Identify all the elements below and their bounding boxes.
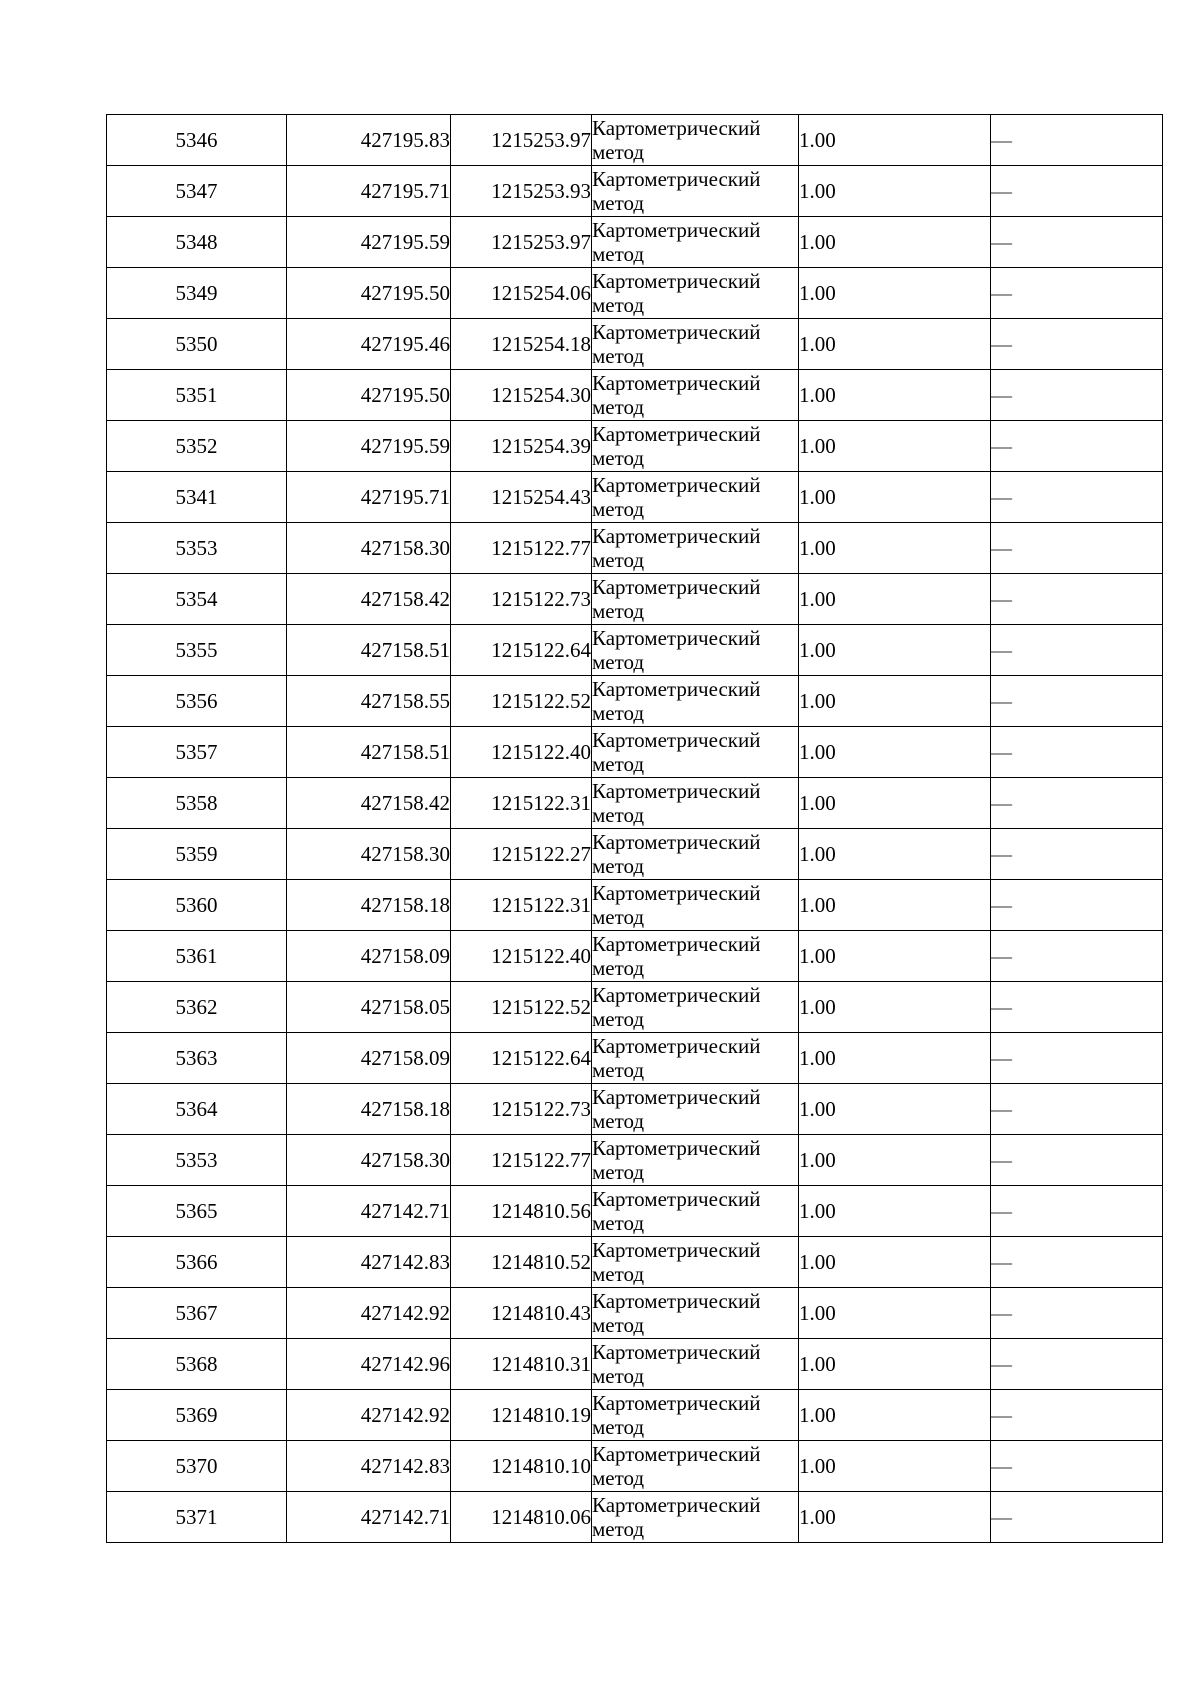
method-cell <box>592 1288 799 1339</box>
method-line-2: метод <box>592 1007 645 1031</box>
table-row <box>107 166 1163 217</box>
method-line-2: метод <box>592 599 645 623</box>
table-row <box>107 829 1163 880</box>
method-line-2: метод <box>592 905 645 929</box>
precision-cell: 1.00 <box>799 421 991 472</box>
method-line-1: Картометрический <box>592 218 761 242</box>
point-number-cell: 5369 <box>107 1390 287 1441</box>
y-coordinate-cell: 1215122.27 <box>451 829 592 880</box>
method-line-2: метод <box>592 1364 645 1388</box>
method-line-1: Картометрический <box>592 116 761 140</box>
precision-cell: 1.00 <box>799 370 991 421</box>
method-line-2: метод <box>592 497 645 521</box>
coordinates-table-body <box>107 115 1163 1543</box>
y-coordinate-cell: 1215122.40 <box>451 931 592 982</box>
method-line-1: Картометрический <box>592 575 761 599</box>
y-coordinate-cell: 1214810.31 <box>451 1339 592 1390</box>
x-coordinate-cell: 427158.18 <box>287 1084 451 1135</box>
coordinates-table <box>106 114 1163 1543</box>
point-number-cell: 5341 <box>107 472 287 523</box>
point-number-cell: 5351 <box>107 370 287 421</box>
table-row <box>107 778 1163 829</box>
method-line-2: метод <box>592 344 645 368</box>
method-line-2: метод <box>592 395 645 419</box>
method-cell <box>592 1186 799 1237</box>
point-number-cell: 5350 <box>107 319 287 370</box>
method-cell <box>592 472 799 523</box>
method-cell <box>592 1084 799 1135</box>
y-coordinate-cell: 1215122.77 <box>451 523 592 574</box>
point-number-cell: 5346 <box>107 115 287 166</box>
x-coordinate-cell: 427195.46 <box>287 319 451 370</box>
description-cell: — <box>991 727 1163 778</box>
method-cell <box>592 1237 799 1288</box>
method-line-2: метод <box>592 752 645 776</box>
y-coordinate-cell: 1215122.31 <box>451 880 592 931</box>
precision-cell: 1.00 <box>799 1339 991 1390</box>
y-coordinate-cell: 1215122.52 <box>451 982 592 1033</box>
table-row <box>107 217 1163 268</box>
method-line-2: метод <box>592 1415 645 1439</box>
point-number-cell: 5365 <box>107 1186 287 1237</box>
description-cell: — <box>991 319 1163 370</box>
description-cell: — <box>991 982 1163 1033</box>
description-cell: — <box>991 931 1163 982</box>
description-cell: — <box>991 217 1163 268</box>
x-coordinate-cell: 427195.71 <box>287 472 451 523</box>
method-line-1: Картометрический <box>592 371 761 395</box>
point-number-cell: 5349 <box>107 268 287 319</box>
method-cell <box>592 115 799 166</box>
method-line-1: Картометрический <box>592 1340 761 1364</box>
method-line-2: метод <box>592 701 645 725</box>
method-cell <box>592 1492 799 1543</box>
y-coordinate-cell: 1214810.56 <box>451 1186 592 1237</box>
table-row <box>107 472 1163 523</box>
method-cell <box>592 727 799 778</box>
x-coordinate-cell: 427158.30 <box>287 829 451 880</box>
method-cell <box>592 1441 799 1492</box>
description-cell: — <box>991 625 1163 676</box>
x-coordinate-cell: 427195.50 <box>287 370 451 421</box>
description-cell: — <box>991 523 1163 574</box>
point-number-cell: 5368 <box>107 1339 287 1390</box>
y-coordinate-cell: 1215254.30 <box>451 370 592 421</box>
method-line-2: метод <box>592 140 645 164</box>
method-line-1: Картометрический <box>592 1493 761 1517</box>
point-number-cell: 5371 <box>107 1492 287 1543</box>
point-number-cell: 5363 <box>107 1033 287 1084</box>
method-cell <box>592 625 799 676</box>
precision-cell: 1.00 <box>799 1441 991 1492</box>
method-line-1: Картометрический <box>592 677 761 701</box>
description-cell: — <box>991 1033 1163 1084</box>
table-row <box>107 880 1163 931</box>
table-row <box>107 1339 1163 1390</box>
method-line-1: Картометрический <box>592 320 761 344</box>
point-number-cell: 5348 <box>107 217 287 268</box>
table-row <box>107 574 1163 625</box>
method-line-2: метод <box>592 191 645 215</box>
method-line-1: Картометрический <box>592 167 761 191</box>
y-coordinate-cell: 1214810.52 <box>451 1237 592 1288</box>
method-line-1: Картометрический <box>592 830 761 854</box>
y-coordinate-cell: 1215122.73 <box>451 1084 592 1135</box>
method-cell <box>592 1135 799 1186</box>
method-cell <box>592 982 799 1033</box>
table-row <box>107 115 1163 166</box>
method-cell <box>592 319 799 370</box>
y-coordinate-cell: 1215122.73 <box>451 574 592 625</box>
method-line-1: Картометрический <box>592 473 761 497</box>
method-line-1: Картометрический <box>592 269 761 293</box>
description-cell: — <box>991 472 1163 523</box>
x-coordinate-cell: 427158.55 <box>287 676 451 727</box>
method-line-1: Картометрический <box>592 983 761 1007</box>
precision-cell: 1.00 <box>799 1084 991 1135</box>
x-coordinate-cell: 427158.42 <box>287 574 451 625</box>
x-coordinate-cell: 427142.96 <box>287 1339 451 1390</box>
x-coordinate-cell: 427195.83 <box>287 115 451 166</box>
method-cell <box>592 1033 799 1084</box>
description-cell: — <box>991 574 1163 625</box>
method-cell <box>592 1339 799 1390</box>
description-cell: — <box>991 166 1163 217</box>
precision-cell: 1.00 <box>799 676 991 727</box>
precision-cell: 1.00 <box>799 472 991 523</box>
method-line-2: метод <box>592 956 645 980</box>
description-cell: — <box>991 880 1163 931</box>
method-line-2: метод <box>592 1313 645 1337</box>
y-coordinate-cell: 1214810.06 <box>451 1492 592 1543</box>
y-coordinate-cell: 1215122.64 <box>451 1033 592 1084</box>
description-cell: — <box>991 1492 1163 1543</box>
description-cell: — <box>991 1135 1163 1186</box>
method-cell <box>592 523 799 574</box>
method-line-2: метод <box>592 242 645 266</box>
point-number-cell: 5353 <box>107 1135 287 1186</box>
method-line-1: Картометрический <box>592 881 761 905</box>
point-number-cell: 5347 <box>107 166 287 217</box>
description-cell: — <box>991 1339 1163 1390</box>
description-cell: — <box>991 421 1163 472</box>
description-cell: — <box>991 1288 1163 1339</box>
method-line-2: метод <box>592 1517 645 1541</box>
description-cell: — <box>991 1186 1163 1237</box>
table-row <box>107 370 1163 421</box>
method-cell <box>592 931 799 982</box>
description-cell: — <box>991 778 1163 829</box>
method-line-2: метод <box>592 548 645 572</box>
method-cell <box>592 268 799 319</box>
y-coordinate-cell: 1215122.31 <box>451 778 592 829</box>
method-line-2: метод <box>592 293 645 317</box>
point-number-cell: 5360 <box>107 880 287 931</box>
method-line-1: Картометрический <box>592 728 761 752</box>
precision-cell: 1.00 <box>799 982 991 1033</box>
description-cell: — <box>991 676 1163 727</box>
x-coordinate-cell: 427195.59 <box>287 217 451 268</box>
x-coordinate-cell: 427142.71 <box>287 1492 451 1543</box>
point-number-cell: 5356 <box>107 676 287 727</box>
y-coordinate-cell: 1215253.97 <box>451 115 592 166</box>
method-cell <box>592 880 799 931</box>
x-coordinate-cell: 427158.51 <box>287 727 451 778</box>
x-coordinate-cell: 427158.30 <box>287 1135 451 1186</box>
precision-cell: 1.00 <box>799 727 991 778</box>
method-line-1: Картометрический <box>592 524 761 548</box>
y-coordinate-cell: 1215254.18 <box>451 319 592 370</box>
method-cell <box>592 778 799 829</box>
method-line-1: Картометрический <box>592 422 761 446</box>
precision-cell: 1.00 <box>799 880 991 931</box>
precision-cell: 1.00 <box>799 829 991 880</box>
precision-cell: 1.00 <box>799 778 991 829</box>
precision-cell: 1.00 <box>799 625 991 676</box>
precision-cell: 1.00 <box>799 1186 991 1237</box>
table-row <box>107 931 1163 982</box>
x-coordinate-cell: 427158.18 <box>287 880 451 931</box>
precision-cell: 1.00 <box>799 217 991 268</box>
method-line-1: Картометрический <box>592 1238 761 1262</box>
method-line-2: метод <box>592 650 645 674</box>
point-number-cell: 5352 <box>107 421 287 472</box>
precision-cell: 1.00 <box>799 574 991 625</box>
method-line-2: метод <box>592 1466 645 1490</box>
y-coordinate-cell: 1215122.52 <box>451 676 592 727</box>
y-coordinate-cell: 1215254.43 <box>451 472 592 523</box>
table-row <box>107 1492 1163 1543</box>
method-line-2: метод <box>592 1058 645 1082</box>
method-cell <box>592 574 799 625</box>
table-row <box>107 421 1163 472</box>
method-line-1: Картометрический <box>592 932 761 956</box>
point-number-cell: 5353 <box>107 523 287 574</box>
precision-cell: 1.00 <box>799 1135 991 1186</box>
x-coordinate-cell: 427195.59 <box>287 421 451 472</box>
table-row <box>107 1033 1163 1084</box>
precision-cell: 1.00 <box>799 115 991 166</box>
x-coordinate-cell: 427158.51 <box>287 625 451 676</box>
table-row <box>107 1084 1163 1135</box>
precision-cell: 1.00 <box>799 268 991 319</box>
table-row <box>107 982 1163 1033</box>
x-coordinate-cell: 427142.83 <box>287 1237 451 1288</box>
x-coordinate-cell: 427158.09 <box>287 931 451 982</box>
table-row <box>107 523 1163 574</box>
description-cell: — <box>991 1084 1163 1135</box>
precision-cell: 1.00 <box>799 1237 991 1288</box>
method-line-2: метод <box>592 1211 645 1235</box>
table-row <box>107 1237 1163 1288</box>
method-line-2: метод <box>592 446 645 470</box>
precision-cell: 1.00 <box>799 1288 991 1339</box>
table-row <box>107 727 1163 778</box>
table-row <box>107 1135 1163 1186</box>
point-number-cell: 5366 <box>107 1237 287 1288</box>
x-coordinate-cell: 427158.05 <box>287 982 451 1033</box>
method-cell <box>592 421 799 472</box>
method-line-2: метод <box>592 1262 645 1286</box>
method-cell <box>592 217 799 268</box>
table-row <box>107 625 1163 676</box>
table-row <box>107 268 1163 319</box>
y-coordinate-cell: 1215122.77 <box>451 1135 592 1186</box>
method-line-1: Картометрический <box>592 779 761 803</box>
description-cell: — <box>991 1237 1163 1288</box>
x-coordinate-cell: 427142.92 <box>287 1288 451 1339</box>
description-cell: — <box>991 370 1163 421</box>
method-line-2: метод <box>592 854 645 878</box>
method-cell <box>592 166 799 217</box>
point-number-cell: 5359 <box>107 829 287 880</box>
method-cell <box>592 829 799 880</box>
point-number-cell: 5362 <box>107 982 287 1033</box>
table-row <box>107 1186 1163 1237</box>
point-number-cell: 5358 <box>107 778 287 829</box>
method-line-1: Картометрический <box>592 626 761 650</box>
point-number-cell: 5367 <box>107 1288 287 1339</box>
precision-cell: 1.00 <box>799 1492 991 1543</box>
precision-cell: 1.00 <box>799 523 991 574</box>
precision-cell: 1.00 <box>799 319 991 370</box>
point-number-cell: 5361 <box>107 931 287 982</box>
method-line-1: Картометрический <box>592 1442 761 1466</box>
x-coordinate-cell: 427142.71 <box>287 1186 451 1237</box>
table-row <box>107 676 1163 727</box>
y-coordinate-cell: 1214810.43 <box>451 1288 592 1339</box>
description-cell: — <box>991 829 1163 880</box>
precision-cell: 1.00 <box>799 1390 991 1441</box>
y-coordinate-cell: 1214810.19 <box>451 1390 592 1441</box>
point-number-cell: 5357 <box>107 727 287 778</box>
description-cell: — <box>991 1390 1163 1441</box>
method-line-2: метод <box>592 803 645 827</box>
method-line-1: Картометрический <box>592 1391 761 1415</box>
precision-cell: 1.00 <box>799 1033 991 1084</box>
y-coordinate-cell: 1215254.39 <box>451 421 592 472</box>
y-coordinate-cell: 1215122.40 <box>451 727 592 778</box>
method-cell <box>592 676 799 727</box>
method-line-1: Картометрический <box>592 1136 761 1160</box>
method-line-1: Картометрический <box>592 1034 761 1058</box>
table-row <box>107 1441 1163 1492</box>
x-coordinate-cell: 427158.42 <box>287 778 451 829</box>
precision-cell: 1.00 <box>799 931 991 982</box>
y-coordinate-cell: 1215254.06 <box>451 268 592 319</box>
x-coordinate-cell: 427195.71 <box>287 166 451 217</box>
table-row <box>107 1390 1163 1441</box>
x-coordinate-cell: 427142.92 <box>287 1390 451 1441</box>
x-coordinate-cell: 427142.83 <box>287 1441 451 1492</box>
method-cell <box>592 1390 799 1441</box>
table-row <box>107 319 1163 370</box>
x-coordinate-cell: 427195.50 <box>287 268 451 319</box>
method-line-1: Картометрический <box>592 1289 761 1313</box>
table-row <box>107 1288 1163 1339</box>
description-cell: — <box>991 1441 1163 1492</box>
x-coordinate-cell: 427158.09 <box>287 1033 451 1084</box>
point-number-cell: 5370 <box>107 1441 287 1492</box>
method-line-2: метод <box>592 1109 645 1133</box>
method-line-2: метод <box>592 1160 645 1184</box>
x-coordinate-cell: 427158.30 <box>287 523 451 574</box>
y-coordinate-cell: 1215253.97 <box>451 217 592 268</box>
y-coordinate-cell: 1214810.10 <box>451 1441 592 1492</box>
point-number-cell: 5354 <box>107 574 287 625</box>
description-cell: — <box>991 268 1163 319</box>
method-line-1: Картометрический <box>592 1187 761 1211</box>
y-coordinate-cell: 1215122.64 <box>451 625 592 676</box>
method-line-1: Картометрический <box>592 1085 761 1109</box>
precision-cell: 1.00 <box>799 166 991 217</box>
point-number-cell: 5364 <box>107 1084 287 1135</box>
point-number-cell: 5355 <box>107 625 287 676</box>
method-cell <box>592 370 799 421</box>
y-coordinate-cell: 1215253.93 <box>451 166 592 217</box>
description-cell: — <box>991 115 1163 166</box>
